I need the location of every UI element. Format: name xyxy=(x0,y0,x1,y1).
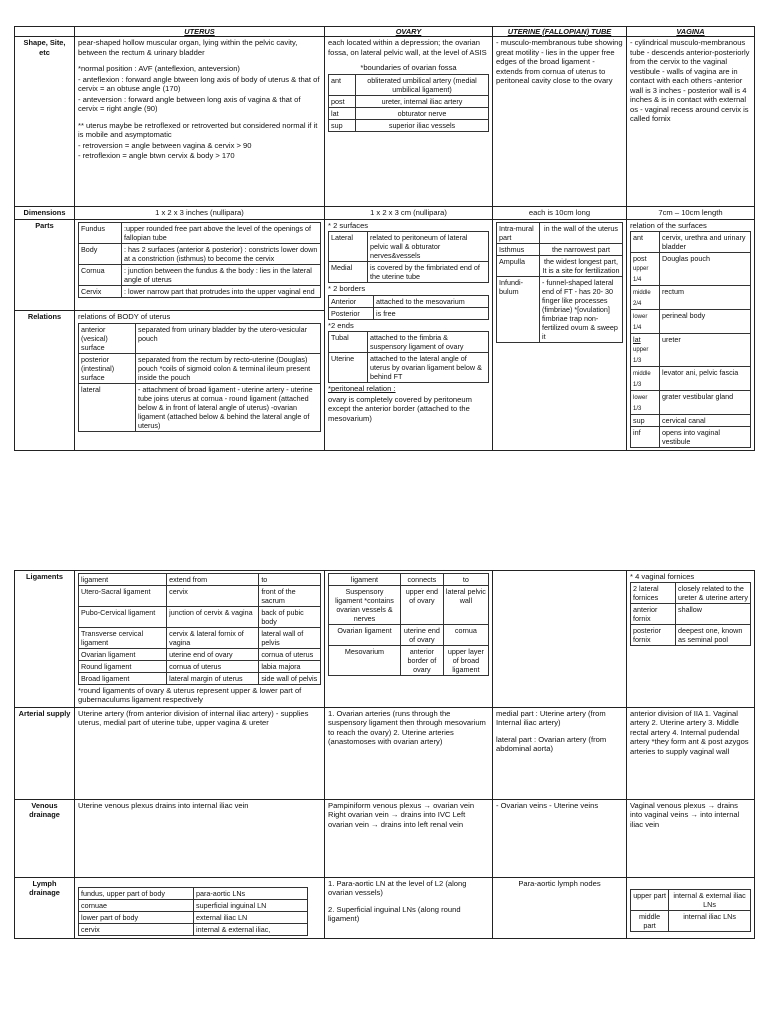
vrel-value: grater vestibular gland xyxy=(660,391,751,415)
tube-part-name: Infundi-bulum xyxy=(497,276,540,342)
uterus-arterial: Uterine artery (from anterior division of internal iliac artery) - supplies uterus, medial part of uterine tube, upper vagina & ureter xyxy=(75,707,325,799)
ovary-lymph-cell xyxy=(325,877,493,938)
tube-part-name: Ampulla xyxy=(497,255,540,276)
vrel-value: rectum xyxy=(660,286,751,310)
vrel-key xyxy=(631,334,660,367)
row-label-arterial: Arterial supply xyxy=(15,707,75,799)
table-row xyxy=(497,276,623,342)
end-value: attached to the fimbria & suspensory ligament of ovary xyxy=(368,332,489,353)
row-shape xyxy=(15,37,755,207)
tube-parts-table xyxy=(496,222,623,343)
lig-to: side wall of pelvis xyxy=(259,673,321,685)
uterus-ligaments-note: *round ligaments of ovary & uterus represent upper & lower part of gubernaculums ligament respectively xyxy=(78,686,302,705)
tube-part-name: Isthmus xyxy=(497,243,540,255)
lig-name: Broad ligament xyxy=(79,673,167,685)
row-label-ligaments: Ligaments xyxy=(15,571,75,708)
part-desc: : junction between the fundus & the body : lies in the lateral angle of uterus xyxy=(122,264,321,285)
vrel-sub: lower 1/4 xyxy=(633,314,648,331)
fossa-value: ureter, internal iliac artery xyxy=(356,95,489,107)
table-row xyxy=(631,310,751,334)
table-row xyxy=(631,583,751,604)
table-row xyxy=(631,427,751,448)
table-row xyxy=(329,232,489,262)
tube-arterial-lateral: lateral part : Ovarian artery (from abdominal aorta) xyxy=(496,734,607,754)
table-row xyxy=(631,286,751,310)
lig-from: lateral margin of uterus xyxy=(167,673,259,685)
table-row xyxy=(79,222,321,243)
end-key: Tubal xyxy=(329,332,368,353)
row-parts xyxy=(15,219,755,311)
vrel-sub: upper 1/3 xyxy=(633,347,649,364)
uterus-parts-cell xyxy=(75,219,325,311)
relation-desc: separated from the rectum by recto-uterine (Douglas) pouch *coils of sigmoid colon & terminal ileum present inside the pouch xyxy=(136,353,321,383)
vrel-key-text: lat xyxy=(633,335,641,345)
vrel-key: inf xyxy=(631,427,660,448)
ovary-lymph-2: 2. Superficial inguinal LNs (along round ligament) xyxy=(328,904,461,924)
lig-name: Suspensory ligament *contains ovarian vessels & nerves xyxy=(329,586,401,625)
part-desc: : lower narrow part that protrudes into the upper vaginal end xyxy=(122,285,321,297)
comparison-table-bottom xyxy=(14,570,755,939)
lig-to: cornua of uterus xyxy=(259,649,321,661)
vagina-shape-cell xyxy=(627,37,755,207)
table-row xyxy=(631,889,751,910)
fossa-value: obliterated umbilical artery (medial umbilical ligament) xyxy=(356,74,489,95)
vrel-key-text: ant xyxy=(633,233,643,243)
lymph-part: fundus, upper part of body xyxy=(79,887,194,899)
surface-key: Medial xyxy=(329,262,368,283)
relation-desc: separated from urinary bladder by the utero-vesicular pouch xyxy=(136,323,321,353)
lymph-node: internal & external iliac LNs xyxy=(669,889,751,910)
header-ovary: OVARY xyxy=(325,27,493,37)
row-lymph xyxy=(15,877,755,938)
ovary-fossa-table xyxy=(328,74,489,132)
row-venous xyxy=(15,799,755,877)
vrel-key-text: post xyxy=(633,254,647,264)
ovary-surfaces-table xyxy=(328,231,489,283)
vagina-shape: - cylindrical musculo-membranous tube - descends anterior-posteriorly from the cervix to the vaginal vestibule - walls of vagina are in contact with each others -anterior wall is 3 inches - posterior wall is 4 inches & is in contact with external os - vaginal recess around cervix is called fornix xyxy=(630,38,750,124)
lymph-part: upper part xyxy=(631,889,669,910)
tube-parts-cell xyxy=(493,219,627,450)
table-row xyxy=(329,332,489,353)
table-row xyxy=(631,910,751,931)
vrel-key: sup xyxy=(631,415,660,427)
ovary-dimensions: 1 x 2 x 3 cm (nullipara) xyxy=(325,207,493,219)
tube-shape: - musculo-membranous tube showing great motility - lies in the upper free edges of the broad ligament - extends from cornua of uterus to peritoneal cavity close to the ovary xyxy=(496,38,623,86)
tube-arterial-medial: medial part : Uterine artery (from Internal iliac artery) xyxy=(496,708,606,728)
vagina-arterial: anterior division of IIA 1. Vaginal artery 2. Uterine artery 3. Middle rectal artery 4. Internal pudendal artery *they form ant & post azygos arteries to supply vaginal wall xyxy=(627,707,755,799)
uterus-shape: pear-shaped hollow muscular organ, lying within the pelvic cavity, between the rectum & urinary bladder xyxy=(78,38,298,57)
table-row xyxy=(79,607,321,628)
vagina-relations-title: relation of the surfaces xyxy=(630,220,707,230)
tube-venous: - Ovarian veins - Uterine veins xyxy=(493,799,627,877)
table-row xyxy=(631,415,751,427)
ovary-ligaments-table xyxy=(328,573,489,676)
vrel-value: opens into vaginal vestibule xyxy=(660,427,751,448)
table-row xyxy=(329,307,489,319)
table-row xyxy=(79,899,308,911)
ovary-borders-title: * 2 borders xyxy=(328,284,366,294)
lymph-part: middle part xyxy=(631,910,669,931)
lig-to: labia majora xyxy=(259,661,321,673)
vrel-key xyxy=(631,367,660,391)
ovary-venous: Pampiniform venous plexus → ovarian vein Right ovarian vein → drains into IVC Left ovarian vein → drains into left renal vein xyxy=(325,799,493,877)
uterus-ligaments-cell xyxy=(75,571,325,708)
surface-value: is covered by the fimbriated end of the uterine tube xyxy=(368,262,489,283)
lig-name: Ovarian ligament xyxy=(79,649,167,661)
ovary-peritoneal-title: *peritoneal relation : xyxy=(328,384,396,394)
uterus-lymph-table xyxy=(78,887,308,936)
lymph-node: internal & external iliac, xyxy=(194,923,308,935)
col-header: to xyxy=(443,574,488,586)
table-row xyxy=(79,649,321,661)
lig-to: upper layer of broad ligament xyxy=(443,646,488,676)
table-row xyxy=(631,391,751,415)
table-row xyxy=(329,625,489,646)
part-name: Fundus xyxy=(79,222,122,243)
fossa-key: post xyxy=(329,95,356,107)
table-row xyxy=(631,367,751,391)
row-label-venous: Venous drainage xyxy=(15,799,75,877)
end-key: Uterine xyxy=(329,353,368,383)
tube-arterial-cell xyxy=(493,707,627,799)
fossa-value: superior iliac vessels xyxy=(356,119,489,131)
lymph-part: cornuae xyxy=(79,899,194,911)
table-row xyxy=(631,625,751,646)
ovary-shape-cell xyxy=(325,37,493,207)
vagina-fornices-title: * 4 vaginal fornices xyxy=(630,572,695,581)
table-row xyxy=(497,243,623,255)
vrel-sub: upper 1/4 xyxy=(633,266,649,283)
lig-name: Round ligament xyxy=(79,661,167,673)
surface-key: Lateral xyxy=(329,232,368,262)
table-row xyxy=(329,119,489,131)
lig-name: Transverse cervical ligament xyxy=(79,628,167,649)
part-name: Cervix xyxy=(79,285,122,297)
lymph-part: cervix xyxy=(79,923,194,935)
border-key: Posterior xyxy=(329,307,374,319)
fossa-key: ant xyxy=(329,74,356,95)
vagina-dimensions: 7cm – 10cm length xyxy=(627,207,755,219)
ovary-peritoneal-text: ovary is completely covered by peritoneum except the anterior border (attached to the mesovarium) xyxy=(328,394,472,423)
vagina-fornices-cell xyxy=(627,571,755,708)
row-label-relations: Relations xyxy=(15,311,75,451)
table-row xyxy=(79,923,308,935)
vrel-key xyxy=(631,391,660,415)
lig-to: back of pubic body xyxy=(259,607,321,628)
fornix-name: anterior fornix xyxy=(631,604,676,625)
relation-desc: - attachment of broad ligament - uterine artery - uterine tube joins uterus at cornua - round ligament (attached below & in front of lateral angle of uterus) -ovarian ligament (attached below & behind the lateral angle of uterus) xyxy=(136,383,321,431)
table-row xyxy=(79,887,308,899)
lymph-node: internal iliac LNs xyxy=(669,910,751,931)
border-value: is free xyxy=(374,307,489,319)
header-vagina: VAGINA xyxy=(627,27,755,37)
lymph-part: lower part of body xyxy=(79,911,194,923)
vrel-key xyxy=(631,286,660,310)
col-header: ligament xyxy=(79,574,167,586)
part-name: Body xyxy=(79,243,122,264)
col-header: to xyxy=(259,574,321,586)
table-row xyxy=(329,295,489,307)
col-header: extend from xyxy=(167,574,259,586)
tube-part-desc: the widest longest part, It is a site for fertilization xyxy=(540,255,623,276)
part-name: Cornua xyxy=(79,264,122,285)
row-dimensions xyxy=(15,207,755,219)
table-row xyxy=(631,253,751,286)
ovary-fossa-title: *boundaries of ovarian fossa xyxy=(360,63,457,73)
table-row xyxy=(79,264,321,285)
uterus-ligaments-table xyxy=(78,573,321,685)
vrel-key xyxy=(631,232,660,253)
uterus-retro-note: ** uterus maybe be retroflexed or retroverted but considered normal if it is mobile and asymptomatic xyxy=(78,120,318,140)
part-desc: : has 2 surfaces (anterior & posterior) : constricts lower down at a constriction (isthmus) to become the cervix xyxy=(122,243,321,264)
ovary-ends-table xyxy=(328,331,489,383)
ovary-ends-title: *2 ends xyxy=(328,320,354,330)
lig-to: lateral pelvic wall xyxy=(443,586,488,625)
tube-part-desc: in the wall of the uterus xyxy=(540,222,623,243)
table-row xyxy=(329,574,489,586)
tube-part-name: Intra-mural part xyxy=(497,222,540,243)
table-row xyxy=(329,74,489,95)
relation-name: anterior (vesical) surface xyxy=(79,323,136,353)
ovary-parts-cell xyxy=(325,219,493,450)
uterus-relations-title: relations of BODY of uterus xyxy=(78,312,171,322)
part-desc: :upper rounded free part above the level of the openings of fallopian tube xyxy=(122,222,321,243)
vagina-lymph-cell xyxy=(627,877,755,938)
vagina-venous: Vaginal venous plexus → drains into vaginal veins → into internal iliac vein xyxy=(627,799,755,877)
uterus-normal-position: *normal position : AVF (anteflexion, anteversion) xyxy=(78,64,240,74)
lig-from: cervix xyxy=(167,586,259,607)
fornix-desc: shallow xyxy=(676,604,751,625)
table-row xyxy=(79,574,321,586)
tube-part-desc: the narrowest part xyxy=(540,243,623,255)
lig-from: uterine end of ovary xyxy=(167,649,259,661)
header-row xyxy=(15,27,755,37)
vagina-relations-cell xyxy=(627,219,755,450)
uterus-lymph-cell xyxy=(75,877,325,938)
lig-from: uterine end of ovary xyxy=(400,625,443,646)
lig-name: Ovarian ligament xyxy=(329,625,401,646)
lymph-node: external iliac LN xyxy=(194,911,308,923)
lymph-node: para-aortic LNs xyxy=(194,887,308,899)
table-row xyxy=(329,646,489,676)
table-row xyxy=(329,95,489,107)
table-row xyxy=(631,232,751,253)
uterus-retroflexion: - retroflexion = angle btwn cervix & body > 170 xyxy=(78,151,235,161)
lig-from: junction of cervix & vagina xyxy=(167,607,259,628)
table-row xyxy=(329,107,489,119)
uterus-relations-cell xyxy=(75,311,325,451)
row-arterial xyxy=(15,707,755,799)
uterus-dimensions: 1 x 2 x 3 inches (nullipara) xyxy=(75,207,325,219)
table-row xyxy=(497,255,623,276)
table-row xyxy=(329,353,489,383)
uterus-retroversion: - retroversion = angle between vagina & cervix > 90 xyxy=(78,140,252,150)
table-row xyxy=(497,222,623,243)
vrel-value: ureter xyxy=(660,334,751,367)
vrel-value: perineal body xyxy=(660,310,751,334)
table-row xyxy=(79,353,321,383)
lig-name: Pubo-Cervical ligament xyxy=(79,607,167,628)
table-row xyxy=(631,334,751,367)
header-tube: UTERINE (FALLOPIAN) TUBE xyxy=(493,27,627,37)
vagina-fornices-table xyxy=(630,582,751,646)
fornix-desc: deepest one, known as seminal pool xyxy=(676,625,751,646)
vagina-relations-table xyxy=(630,231,751,448)
ovary-arterial: 1. Ovarian arteries (runs through the suspensory ligament then through mesovarium to reach the ovary) 2. Uterine arteries (anastomoses with ovarian artery) xyxy=(325,707,493,799)
ovary-ligaments-cell xyxy=(325,571,493,708)
table-row xyxy=(79,661,321,673)
uterus-anteflexion: - anteflexion : forward angle btween long axis of body of uterus & that of cervix = an obtuse angle (170) xyxy=(78,74,320,94)
ovary-surfaces-title: * 2 surfaces xyxy=(328,220,369,230)
table-row xyxy=(79,383,321,431)
table-row xyxy=(79,285,321,297)
relation-name: lateral xyxy=(79,383,136,431)
table-row xyxy=(79,673,321,685)
vrel-value: cervix, urethra and urinary bladder xyxy=(660,232,751,253)
bottom-table-wrapper xyxy=(14,570,754,939)
end-value: attached to the lateral angle of uterus by ovarian ligament below & behind FT xyxy=(368,353,489,383)
row-label-lymph: Lymph drainage xyxy=(15,877,75,938)
lig-to: cornua xyxy=(443,625,488,646)
lig-to: lateral wall of pelvis xyxy=(259,628,321,649)
table-row xyxy=(79,243,321,264)
tube-part-desc: - funnel-shaped lateral end of FT - has 20- 30 finger like processes (fimbriae) *[ovulation] fimbriae trap non-fertilized ovum & sweep it xyxy=(540,276,623,342)
lymph-node: superficial inguinal LN xyxy=(194,899,308,911)
uterus-venous: Uterine venous plexus drains into internal iliac vein xyxy=(75,799,325,877)
header-empty xyxy=(15,27,75,37)
tube-dimensions: each is 10cm long xyxy=(493,207,627,219)
header-uterus: UTERUS xyxy=(75,27,325,37)
fossa-value: obturator nerve xyxy=(356,107,489,119)
vrel-key xyxy=(631,310,660,334)
row-label-dimensions: Dimensions xyxy=(15,207,75,219)
col-header: connects xyxy=(400,574,443,586)
lig-from: cornua of uterus xyxy=(167,661,259,673)
lig-from: cervix & lateral fornix of vagina xyxy=(167,628,259,649)
table-row xyxy=(79,628,321,649)
vrel-sub: middle 1/3 xyxy=(633,371,651,388)
fossa-key: sup xyxy=(329,119,356,131)
uterus-parts-table xyxy=(78,222,321,298)
table-row xyxy=(79,586,321,607)
vagina-lymph-table xyxy=(630,889,751,932)
relation-name: posterior (intestinal) surface xyxy=(79,353,136,383)
ovary-borders-table xyxy=(328,295,489,320)
col-header: ligament xyxy=(329,574,401,586)
fossa-key: lat xyxy=(329,107,356,119)
table-row xyxy=(79,323,321,353)
vrel-value: cervical canal xyxy=(660,415,751,427)
vrel-sub: lower 1/3 xyxy=(633,395,648,412)
ovary-lymph-1: 1. Para-aortic LN at the level of L2 (along ovarian vessels) xyxy=(328,878,467,898)
tube-ligaments-cell xyxy=(493,571,627,708)
ovary-shape: each located within a depression; the ovarian fossa, on lateral pelvic wall, at the level of ASIS xyxy=(328,38,487,57)
border-key: Anterior xyxy=(329,295,374,307)
top-table-wrapper xyxy=(14,26,754,451)
uterus-anteversion: - anteversion : forward angle between long axis of vagina & that of cervix = right angle (90) xyxy=(78,94,301,114)
surface-value: related to peritoneum of lateral pelvic wall & obturator nerves&vessels xyxy=(368,232,489,262)
border-value: attached to the mesovarium xyxy=(374,295,489,307)
table-row xyxy=(329,262,489,283)
row-label-parts: Parts xyxy=(15,219,75,311)
comparison-table-top xyxy=(14,26,755,451)
lig-name: Mesovarium xyxy=(329,646,401,676)
row-ligaments xyxy=(15,571,755,708)
uterus-relations-table xyxy=(78,323,321,432)
tube-shape-cell xyxy=(493,37,627,207)
lig-from: anterior border of ovary xyxy=(400,646,443,676)
table-row xyxy=(631,604,751,625)
table-row xyxy=(79,911,308,923)
lig-name: Utero-Sacral ligament xyxy=(79,586,167,607)
vrel-value: levator ani, pelvic fascia xyxy=(660,367,751,391)
tube-lymph: Para-aortic lymph nodes xyxy=(493,877,627,938)
lig-to: front of the sacrum xyxy=(259,586,321,607)
fornix-desc: closely related to the ureter & uterine artery xyxy=(676,583,751,604)
fornix-name: posterior fornix xyxy=(631,625,676,646)
vrel-key xyxy=(631,253,660,286)
uterus-shape-cell xyxy=(75,37,325,207)
row-label-shape: Shape, Site, etc xyxy=(15,37,75,207)
vrel-value: Douglas pouch xyxy=(660,253,751,286)
table-row xyxy=(329,586,489,625)
vrel-sub: middle 2/4 xyxy=(633,290,651,307)
lig-from: upper end of ovary xyxy=(400,586,443,625)
fornix-name: 2 lateral fornices xyxy=(631,583,676,604)
